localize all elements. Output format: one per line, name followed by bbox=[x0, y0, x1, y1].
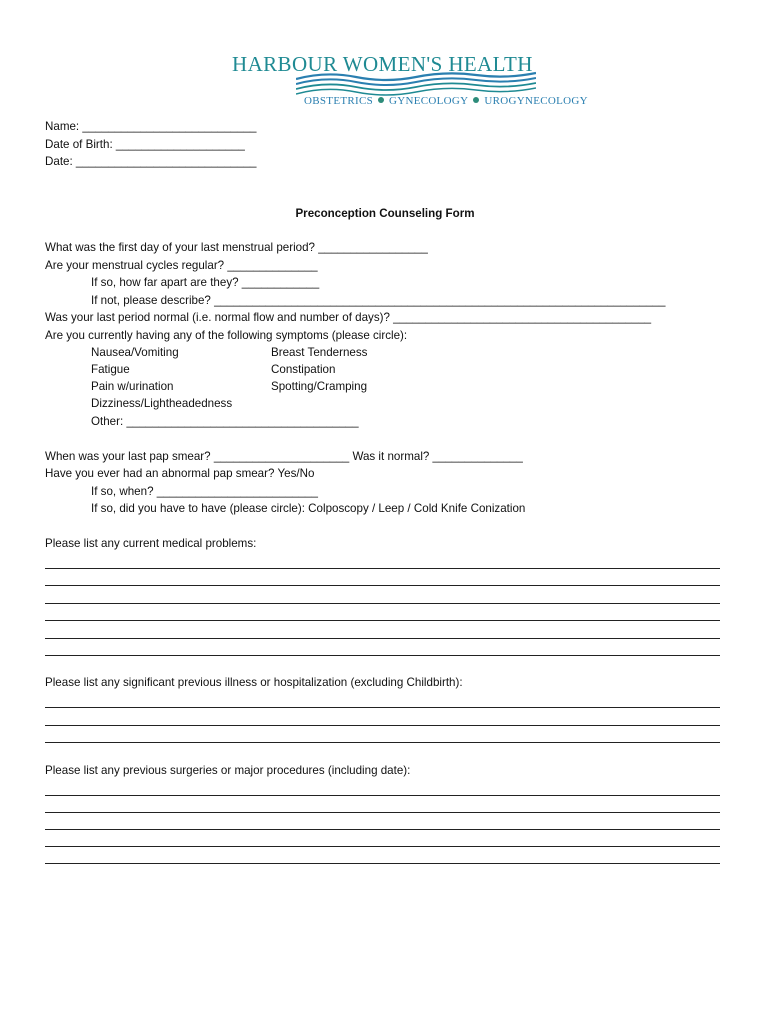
bullet-icon bbox=[473, 97, 479, 103]
bullet-icon bbox=[378, 97, 384, 103]
medical-problems-label: Please list any current medical problems: bbox=[45, 537, 257, 550]
answer-line[interactable] bbox=[45, 725, 720, 726]
answer-line[interactable] bbox=[45, 742, 720, 743]
symptom-nausea[interactable]: Nausea/Vomiting bbox=[91, 346, 179, 359]
answer-line[interactable] bbox=[45, 603, 720, 604]
symptom-fatigue[interactable]: Fatigue bbox=[91, 363, 130, 376]
logo-sub-obstetrics: OBSTETRICS bbox=[304, 95, 374, 107]
answer-line[interactable] bbox=[45, 812, 720, 813]
name-field[interactable]: Name: ___________________________ bbox=[45, 120, 257, 133]
logo-title: HARBOUR WOMEN'S HEALTH bbox=[232, 52, 533, 76]
answer-line[interactable] bbox=[45, 620, 720, 621]
abnormal-pap-question[interactable]: Have you ever had an abnormal pap smear? Yes/No bbox=[45, 467, 315, 480]
abnormal-pap-when[interactable]: If so, when? _________________________ bbox=[91, 485, 318, 498]
symptom-pain-urination[interactable]: Pain w/urination bbox=[91, 380, 174, 393]
period-normal-question[interactable]: Was your last period normal (i.e. normal flow and number of days)? ________________________________________ bbox=[45, 311, 652, 324]
cycle-interval-question[interactable]: If so, how far apart are they? ____________ bbox=[91, 276, 320, 289]
logo-sub-urogynecology: UROGYNECOLOGY bbox=[484, 95, 588, 107]
answer-line[interactable] bbox=[45, 846, 720, 847]
answer-line[interactable] bbox=[45, 707, 720, 708]
logo-subtitle bbox=[304, 95, 588, 107]
cycles-regular-question[interactable]: Are your menstrual cycles regular? ______________ bbox=[45, 259, 318, 272]
answer-line[interactable] bbox=[45, 863, 720, 864]
describe-irregular-question[interactable]: If not, please describe? ______________________________________________________________________ bbox=[91, 294, 666, 307]
answer-line[interactable] bbox=[45, 655, 720, 656]
date-field[interactable]: Date: ____________________________ bbox=[45, 155, 257, 168]
answer-line[interactable] bbox=[45, 585, 720, 586]
illness-label: Please list any significant previous illness or hospitalization (excluding Childbirth): bbox=[45, 676, 463, 689]
last-period-question[interactable]: What was the first day of your last menstrual period? _________________ bbox=[45, 241, 428, 254]
symptom-breast-tenderness[interactable]: Breast Tenderness bbox=[271, 346, 368, 359]
dob-field[interactable]: Date of Birth: ____________________ bbox=[45, 138, 245, 151]
answer-line[interactable] bbox=[45, 638, 720, 639]
symptoms-question: Are you currently having any of the following symptoms (please circle): bbox=[45, 329, 408, 342]
wave-graphic bbox=[296, 65, 536, 97]
symptom-other-field[interactable]: Other: ____________________________________ bbox=[91, 415, 359, 428]
form-title: Preconception Counseling Form bbox=[295, 207, 475, 220]
answer-line[interactable] bbox=[45, 829, 720, 830]
answer-line[interactable] bbox=[45, 568, 720, 569]
logo-sub-gynecology: GYNECOLOGY bbox=[389, 95, 469, 107]
symptom-spotting[interactable]: Spotting/Cramping bbox=[271, 380, 368, 393]
abnormal-pap-procedure[interactable]: If so, did you have to have (please circle): Colposcopy / Leep / Cold Knife Conization bbox=[91, 502, 526, 515]
symptom-dizziness[interactable]: Dizziness/Lightheadedness bbox=[91, 397, 233, 410]
answer-line[interactable] bbox=[45, 795, 720, 796]
symptom-constipation[interactable]: Constipation bbox=[271, 363, 336, 376]
surgeries-label: Please list any previous surgeries or major procedures (including date): bbox=[45, 764, 411, 777]
logo bbox=[232, 50, 588, 112]
pap-smear-question[interactable]: When was your last pap smear? _____________________ Was it normal? ______________ bbox=[45, 450, 523, 463]
